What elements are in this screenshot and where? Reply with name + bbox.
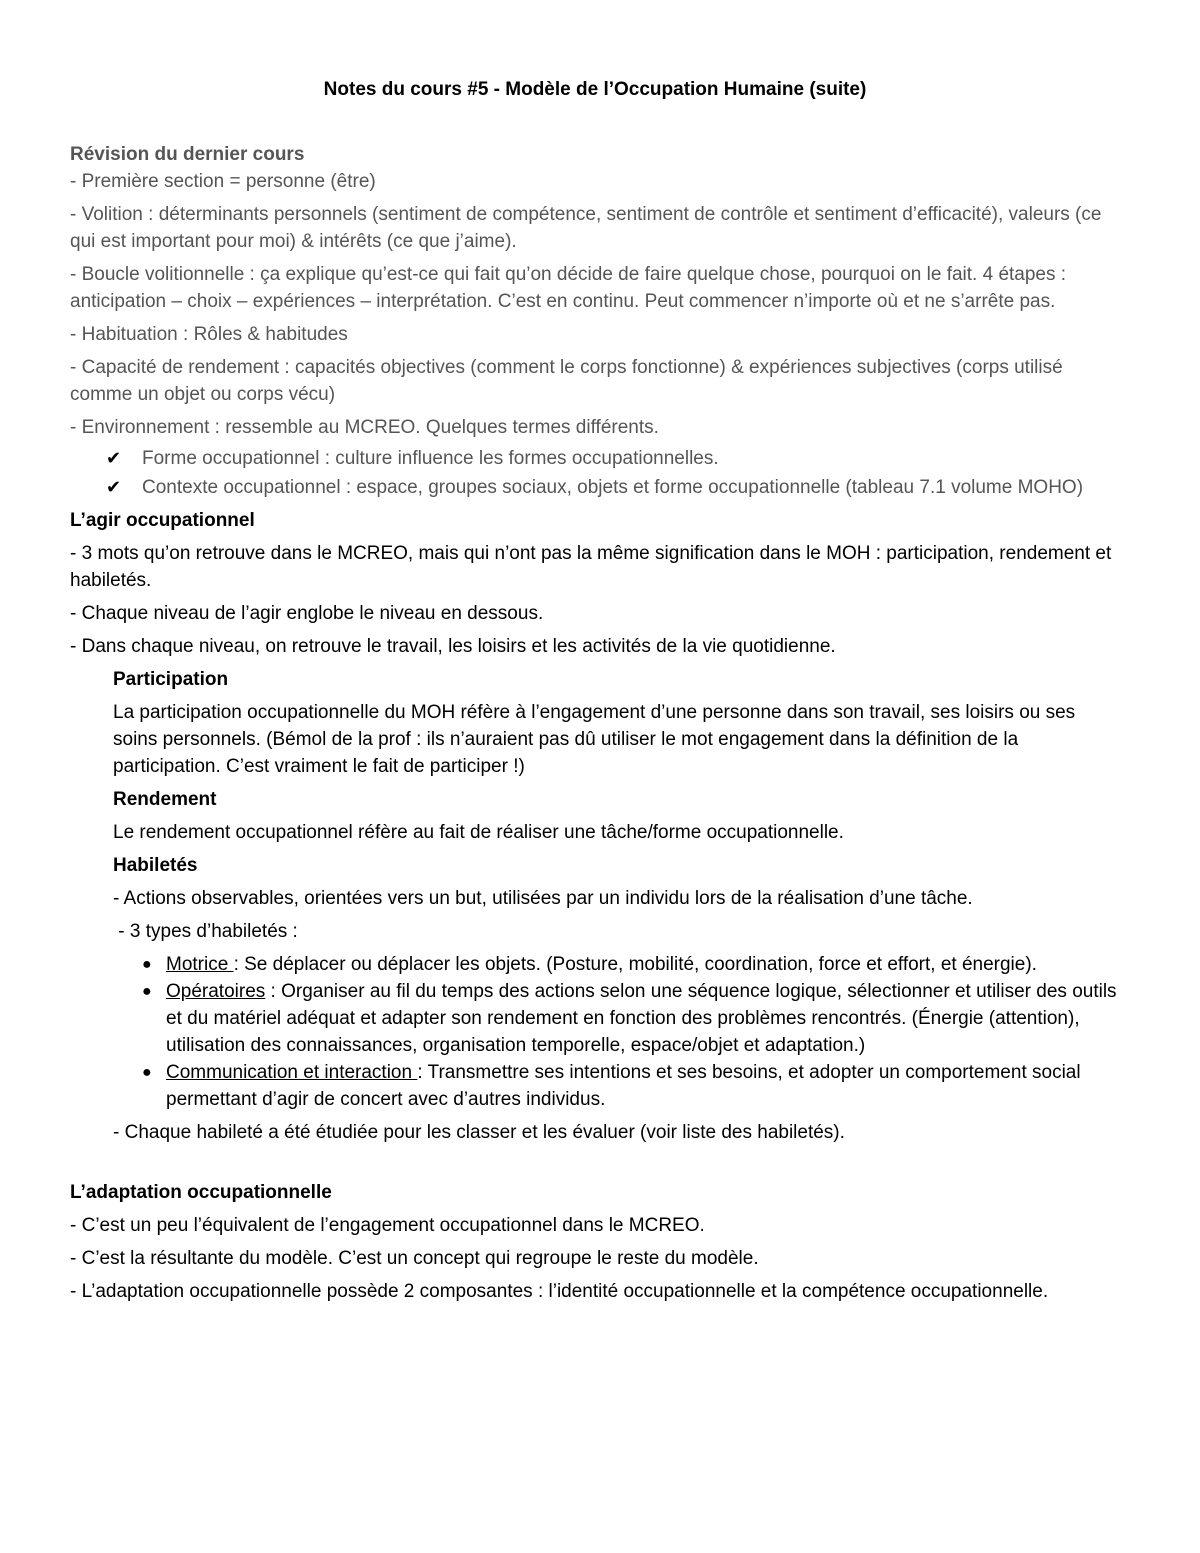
bullet-icon: ● — [142, 983, 152, 1000]
habiletes-line: - Chaque habileté a été étudiée pour les classer et les évaluer (voir liste des habiletés). — [113, 1122, 845, 1143]
habilete-bullet-item — [140, 1059, 1120, 1113]
adaptation-heading: L’adaptation occupationnelle — [70, 1182, 332, 1203]
bullet-icon: ● — [142, 956, 152, 973]
agir-subsections — [70, 666, 1120, 1146]
rendement-heading: Rendement — [113, 789, 217, 810]
habilete-bullet-item — [140, 951, 1120, 978]
agir-section — [70, 507, 1120, 1146]
agir-line: - 3 mots qu’on retrouve dans le MCREO, mais qui n’ont pas la même signification dans le MOH : participation, rendement et habiletés. — [70, 543, 1112, 591]
habiletes-line: - 3 types d’habiletés : — [113, 921, 298, 942]
adaptation-line: - C’est un peu l’équivalent de l’engagement occupationnel dans le MCREO. — [70, 1215, 705, 1236]
spacer — [70, 1152, 1120, 1179]
participation-heading: Participation — [113, 669, 229, 690]
rendement-text: Le rendement occupationnel réfère au fait de réaliser une tâche/forme occupationnelle. — [113, 822, 844, 843]
agir-heading: L’agir occupationnel — [70, 510, 255, 531]
document-title: Notes du cours #5 - Modèle de l’Occupation Humaine (suite) — [323, 79, 867, 100]
habiletes-heading: Habiletés — [113, 855, 198, 876]
habiletes-bullet-list — [113, 951, 1120, 1113]
checkmark-icon: ✔ — [106, 448, 122, 468]
adaptation-line: - C’est la résultante du modèle. C’est un concept qui regroupe le reste du modèle. — [70, 1248, 759, 1269]
checkmark-list — [70, 445, 1120, 501]
habilete-description: : Transmettre ses intentions et ses besoins, et adopter un comportement social permettant d’agir de concert avec d’autres individus. — [166, 1062, 1081, 1110]
revision-line: - Habituation : Rôles & habitudes — [70, 324, 348, 345]
habilete-description: : Se déplacer ou déplacer les objets. (Posture, mobilité, coordination, force et effort, et énergie). — [233, 954, 1037, 975]
bullet-icon: ● — [142, 1064, 152, 1081]
revision-line: - Première section = personne (être) — [70, 171, 376, 192]
agir-line: - Chaque niveau de l’agir englobe le niveau en dessous. — [70, 603, 544, 624]
habilete-term: Communication et interaction — [166, 1062, 418, 1083]
checkmark-icon: ✔ — [106, 477, 122, 497]
checkmark-item-text: Contexte occupationnel : espace, groupes sociaux, objets et forme occupationnelle (tableau 7.1 volume MOHO) — [142, 477, 1084, 498]
adaptation-section — [70, 1179, 1120, 1305]
agir-line: - Dans chaque niveau, on retrouve le travail, les loisirs et les activités de la vie quotidienne. — [70, 636, 836, 657]
habiletes-line: - Actions observables, orientées vers un but, utilisées par un individu lors de la réalisation d’une tâche. — [113, 888, 973, 909]
revision-heading: Révision du dernier cours — [70, 144, 305, 165]
revision-section — [70, 141, 1120, 501]
adaptation-line: - L’adaptation occupationnelle possède 2 composantes : l’identité occupationnelle et la compétence occupationnelle. — [70, 1281, 1049, 1302]
habilete-term: Motrice — [166, 954, 234, 975]
habilete-bullet-item — [140, 978, 1120, 1059]
checkmark-item — [106, 445, 1120, 472]
checkmark-item-text: Forme occupationnel : culture influence les formes occupationnelles. — [142, 448, 719, 469]
habilete-term: Opératoires — [166, 981, 266, 1002]
revision-line: - Environnement : ressemble au MCREO. Quelques termes différents. — [70, 417, 659, 438]
habilete-description: : Organiser au fil du temps des actions selon une séquence logique, sélectionner et utiliser des outils et du matériel adéquat et adapter son rendement en fonction des problèmes rencontrés. (Énergie (attention), utilisation des connaissances, organisation temporelle, espace/objet et adaptation.) — [166, 981, 1117, 1056]
revision-line: - Boucle volitionnelle : ça explique qu’est-ce qui fait qu’on décide de faire quelque chose, pourquoi on le fait. 4 étapes : anticipation – choix – expériences – interprétation. C’est en continu. Peut commencer n’importe où et ne s’arrête pas. — [70, 264, 1067, 312]
participation-text: La participation occupationnelle du MOH réfère à l’engagement d’une personne dans son travail, ses loisirs ou ses soins personnels. (Bémol de la prof : ils n’auraient pas dû utiliser le mot engagement dans la définition de la participation. C’est vraiment le fait de participer !) — [113, 702, 1076, 777]
checkmark-item — [106, 474, 1120, 501]
revision-line: - Volition : déterminants personnels (sentiment de compétence, sentiment de contrôle et sentiment d’efficacité), valeurs (ce qui est important pour moi) & intérêts (ce que j’aime). — [70, 204, 1102, 252]
revision-line: - Capacité de rendement : capacités objectives (comment le corps fonctionne) & expériences subjectives (corps utilisé comme un objet ou corps vécu) — [70, 357, 1063, 405]
